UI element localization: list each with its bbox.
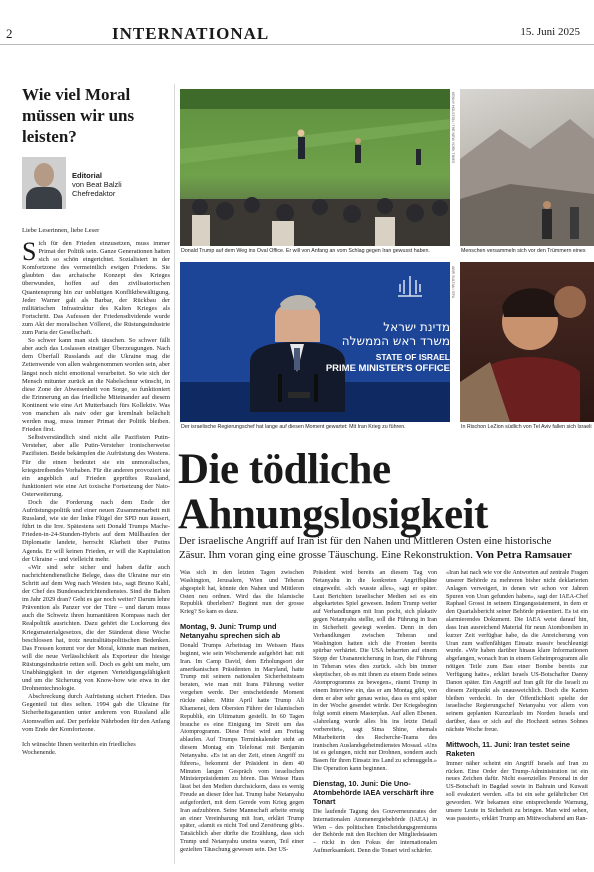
article-paragraph: Immer näher scheint ein Angriff Israels auf Iran zu rücken. Eine Order der Trump-Administration ist ein neues Zeichen dafür. Nicht essenzielles Personal in der US-Botschaft in Bagdad sowie in Bahrain und Kuwait soll evakuiert werden. «Es ist ein sehr gefährlicher Ort geworden. Wir bekamen eine entsprechende Warnung, unsere Leute in Sicherheit zu bringen. Man wird sehen, was passiert», erklärt Trump am Mittwochabend am Ran- bbox=[446, 760, 588, 822]
article-intro: Was sich in den letzten Tagen zwischen Washington, Jerusalem, Wien und Teheran abgespielt hat, könnte den Nahen und Mittleren Osten neu ordnen. Wird das die Islamische Republik überleben? Beginnt nun der grosse Krieg? So kam es dazu. bbox=[180, 570, 304, 616]
article-paragraph: Die laufende Tagung des Gouverneursrates der Internationalen Atomenergiebehörde (IAEA) in Wien – des politischen Entscheidungsgremiums der Behörde mit den Rechten der Mitgliedstaaten – rückt in den Fokus der internationalen Aufmerksamkeit. Denn die Tonart wird schärfer. bbox=[313, 808, 437, 855]
photo-trump-lawn-art bbox=[180, 89, 450, 246]
podium-english-state: STATE OF ISRAEL bbox=[375, 352, 450, 362]
photo-trump-lawn bbox=[180, 89, 450, 246]
editorial-paragraph: ich für den Frieden einzusetzen, muss immer Primat der Politik sein. Ganze Generationen hatten sich so schön eingerichtet. Sozialisiert in der Komfortzone des vermeintlich ewigen Friedens. Sie glaubten das archaische Konzept des Krieges überwunden, hoffen auf den zivilisatorischen Quantensprung hin zur unblutigen Konfliktbewältigung. Jeder Warner galt als Barbar, der Rückbau der militärischen Infrastruktur des Kalten Krieges als Fortschritt. Das Aufessen der Friedensdividende wurde zum Akt der moralischen Völlerei, die Rüstungsindustrie zum Paria der Gesellschaft. bbox=[22, 240, 170, 337]
photo-caption: Der israelische Regierungschef hat lange auf diesen Moment gewartet: Mit Iran Krieg zu führen. bbox=[181, 424, 406, 430]
photo-caption: In Rischon LeZion südlich von Tel Aviv fallen sich Israeli bbox=[461, 424, 592, 430]
editorial-column bbox=[22, 84, 170, 757]
editorial-paragraph: Doch die Forderung nach dem Ende der Aufrüstungspolitik und einer neuen Zusammenarbeit mit Russland, wie sie der linke Flügel der SPD nun äussert, führt in die Irre. Spätestens seit Donald Trumps Mache-Frieden-in-24-Stunden-Hybris auf dem Müllhaufen der Diplomatie landete, herrscht Klarheit über Putins Agenda. Er will keinen Frieden, er will die Kapitulation der Ukraine – und vielleicht mehr. bbox=[22, 499, 170, 563]
editorial-headline: Wie viel Moral müssen wir uns leisten? bbox=[22, 85, 135, 146]
podium-hebrew-office: משרד ראש הממשלה bbox=[341, 334, 450, 348]
article-paragraph: Präsident wird bereits an diesem Tag von Netanyahu in die konkreten Angriffspläne eingeweiht. «Ich wusste alles», sagt er später. Laut Berichten israelischer Medien sei es ein abgekartetes Spiel gewesen. Indem Trump weiter auf Verhandlungen mit Iran pocht, sich plakativ gegen Netanyahu stellte, soll die Führung in Iran in Sicherheit gewiegt werden. Denn in den Verhandlungen zwischen Teheran und Washington hatten sich die Fronten bereits spürbar verhärtet. Die USA beharrten auf einem Stopp der Urananreicherung in Iran, die Führung in Teheran wies dies zurück. «Ich bin immer skeptischer, ob es mit ihnen zu einem Ende seines Atomprogramms zu bewegen», räumt Trump in einem Interview ein, das er am Montag gibt, von dem er aber sehr genau weiss, dass es erst später in der Woche gesendet würde. Der Kriegsbeginn folgt somit einem Masterplan. Auf allen Ebenen. «Jahrelang wurde alles bis ins letzte Detail vorbereitet», sagt Sima Shine, ehemals Mitarbeiterin des Recherche-Teams des iranischen Auslandsgeheimdienstes Mossad. «Uns ist es gelungen, nicht nur Drohnen, sondern auch Basen für ihren Einsatz ins Land zu schmuggeln.» Die Operation kann beginnen. bbox=[313, 570, 437, 773]
photo-rubble-art bbox=[460, 89, 594, 246]
photo-netanyahu bbox=[180, 262, 450, 422]
photo-rubble bbox=[460, 89, 594, 246]
article-subheading: Montag, 9. Juni: Trump und Netanyahu sprechen sich ab bbox=[180, 622, 281, 641]
article-subheading: Dienstag, 10. Juni: Die Uno-Atombehörde IAEA verschärft ihre Tonart bbox=[313, 778, 434, 806]
podium-english-office: PRIME MINISTER'S OFFICE bbox=[325, 363, 450, 374]
editorial-paragraph: Abschreckung durch Aufrüstung sichert Frieden. Das Gegenteil tut dies selten. 1994 gab die Ukraine für Sicherheitsgarantien unter anderem von Russland alle Atomwaffen auf. Der perfekte Nährboden für den Anfang vom Ende der Komfortzone. bbox=[22, 693, 170, 733]
article-title: Die tödliche Ahnungslosigkeit bbox=[178, 446, 488, 538]
photo-caption: Donald Trump auf dem Weg ins Oval Office. Er will von Anfang an vom Schlag gegen Iran gewusst haben. bbox=[181, 248, 430, 254]
author-info bbox=[72, 171, 122, 198]
article-lead-text: Der israelische Angriff auf Iran ist für den Nahen und Mittleren Osten eine historische Zäsur. Ihm voran ging eine grosse Täuschung. Eine Rekonstruktion. bbox=[179, 535, 552, 561]
editorial-greeting: Liebe Leserinnen, liebe Leser bbox=[22, 227, 100, 234]
podium-sign bbox=[325, 320, 450, 374]
article-paragraph: «Iran hat nach wie vor die Antworten auf zentrale Fragen unserer Behörde zu mehreren bisher nicht deklarierten Anlagen verweigert, in denen wir schon vor Jahren Spuren von Uran gefunden haben», sagt der IAEA-Chef Raphael Grossi in seinem Eingangsstatement, in dem er den Quartalsbericht seiner Behörde präsentiert. Es ist ein alarmierendes Dokument. Die IAEA weist darauf hin, dass Iran ausreichend Material für neun Atombomben in kurzer Zeit verfügbar habe, da die Anreicherung von Uran zum waffenfähigen Einsatz massiv beschleunigt wurde. «Wir haben darüber hinaus klare Informationen abgefangen, wonach Iran in einem Geheimprogramm alle nötigen Teile zum Bau einer Bombe bereits zur Verfügung hatte», erklärt Israels US-Botschafter Danny Danon später. Ein Angriff auf Iran gilt für die Israeli zu diesem Zeitpunkt als unausweichlich. Doch die Karten bleiben verdeckt. In der Öffentlichkeit spielte der israelische Regierungschef Netanyahu vor allem von seinem geplanten Kurzurlaub im Norden Israels und darüber, dass er sich auf die Hochzeit seines Sohnes nächste Woche freue. bbox=[446, 570, 588, 733]
author-role: Chefredaktor bbox=[72, 189, 116, 198]
author-box bbox=[22, 157, 170, 209]
article-paragraph: Donald Trumps Arbeitstag im Weissen Haus beginnt, wie sein Wochenende aufgehört hat: mit Iran. Im Camp David, dem Erholungsort der amerikanischen Präsidenten in Maryland, hatte Trump mit seinem nationalen Sicherheitsteam beraten, wie man mit Irans Führung weiter vorgehen werde. Der entscheidende Moment rückte näher. Mitte April hatte Trump Ali Khamenei, dem Obersten Führer der Islamischen Republik, ein Ultimatum gestellt. In 60 Tagen brauche es eine Einigung im Streit um das Atomprogramm. Diese Frist wird am Freitag ablaufen. Auf Trumps Terminkalender steht an diesem Montag ein Telefonat mit Benjamin Netanyahu. «Es ist an der Zeit, einen Angriff zu führen», bekommt der Präsident in dem 40 Minuten langen Gespräch vom israelischen Ministerpräsidenten zu hören. Das Weisse Haus lässt bei den Medien durchsickern, dass es wenig Freude an dieser Idee hat. Trump habe Netanyahu aufgefordert, mit dem Gerede vom Krieg gegen Iran aufzuhören. Seine Mannschaft arbeite emsig an einer Vereinbarung mit Iran, erklärt Trump später, «damit es nicht Tod und Zerstörung gibt». Tatsächlich aber dürfte die Erzählung, dass sich Trump und Netanyahu uneins waren, Teil einer gezielten Täuschung gewesen sein. Der US- bbox=[180, 643, 304, 853]
photo-caption: Menschen versammeln sich vor den Trümmern eines bbox=[461, 248, 586, 254]
editorial-paragraph: «Wir sind sehr sicher und haben dafür auch nachrichtendienstliche Belege, dass die Ukraine nur ein Schritt auf dem Weg nach Westen ist», sagt Bruno Kahl, der Chef des Bundesnachrichtendienstes. Sind die Balten im Jahr 2029 dran? Geht es gar noch weiter? Darum lehre Prävention als Panzer vor der Türe – und darum muss auch die Schweiz ihren humanitären Kompass nach der Realpolitik ausrichten. Dazu gehört die Lockerung des Kriegsmaterialgesetzes, die der Ständerat diese Woche beschlossen hat, trotz neutralitätspolitischen Bedenken. Das Fressen kommt vor der Moral, könnte man meinen, will die neue Verlässlichkeit als Exporteur die hiesige Rüstungsindustrie retten soll. Doch es geht um mehr, um Unabhängigkeit in der eigenen Verteidigungsfähigkeit und um die Sicherung von Know-how wie etwa in der Drohnentechnologie. bbox=[22, 563, 170, 693]
article-column-3 bbox=[446, 570, 588, 823]
author-portrait bbox=[22, 157, 66, 209]
column-divider bbox=[174, 84, 175, 864]
photo-credit: ABIR SULTAN / EPA bbox=[451, 266, 455, 299]
page-number: 2 bbox=[6, 26, 13, 41]
article-lead bbox=[179, 535, 579, 562]
photo-embrace-art bbox=[460, 262, 594, 422]
photo-embrace bbox=[460, 262, 594, 422]
podium-hebrew-state: מדינת ישראל bbox=[383, 320, 450, 334]
editorial-body bbox=[22, 237, 170, 734]
editorial-paragraph: So schwer kann man sich täuschen. So schwer fällt aber auch das Loslassen einstiger Überzeugungen. Nach dem Überfall Russlands auf die Ukraine mag die Zeitenwende von allen wahrgenommen worden sein, aber längst noch nicht emotional verarbeitet. So wie sich der Mensch mitunter zurück an die Nabelschnur wünscht, in diese Zone der Abwesenheit von Sorge, so funktioniert die Erinnerung an das friedliche Miteinander auf diesem Kontinent wie eine Art Mutterbauch fürs Kollektiv. Was von manchen als naiv oder gar kremlnah belächelt werden mag, muss immer Primat der Politik bleiben. Frieden first. bbox=[22, 337, 170, 434]
article-byline: Von Petra Ramsauer bbox=[475, 548, 572, 561]
issue-date: 15. Juni 2025 bbox=[520, 26, 580, 38]
article-subheading: Mittwoch, 11. Juni: Iran testet seine Raketen bbox=[446, 739, 571, 758]
drop-cap: S bbox=[22, 237, 37, 266]
editorial-label: Editorial bbox=[72, 171, 103, 180]
editorial-closing: Ich wünschte Ihnen weiterhin ein friedliches Wochenende. bbox=[22, 740, 136, 756]
photo-credit: KENNY HOLSTON / THE NEW YORK TIMES bbox=[451, 92, 455, 164]
article-column-1 bbox=[180, 570, 304, 855]
section-title: INTERNATIONAL bbox=[112, 24, 270, 43]
author-name: von Beat Balzli bbox=[72, 180, 122, 189]
editorial-paragraph: Selbstverständlich sind nicht alle Pazifisten Putin-Versteher, aber alle Putin-Versteher ironischerweise Pazifisten. Beide bekämpfen die Aufrüstung des Westens. Für die einen bedeutet sie ein unmoralisches, kriegstreibendes Vorhaben. Für die anderen provoziert sie ein angeblich auf Frieden geprüftes Russland, funktioniert wie eine Art toxische Fortsetzung der Nato-Osterweiterung. bbox=[22, 434, 170, 498]
article-column-2 bbox=[313, 570, 437, 856]
page-header bbox=[0, 0, 594, 45]
